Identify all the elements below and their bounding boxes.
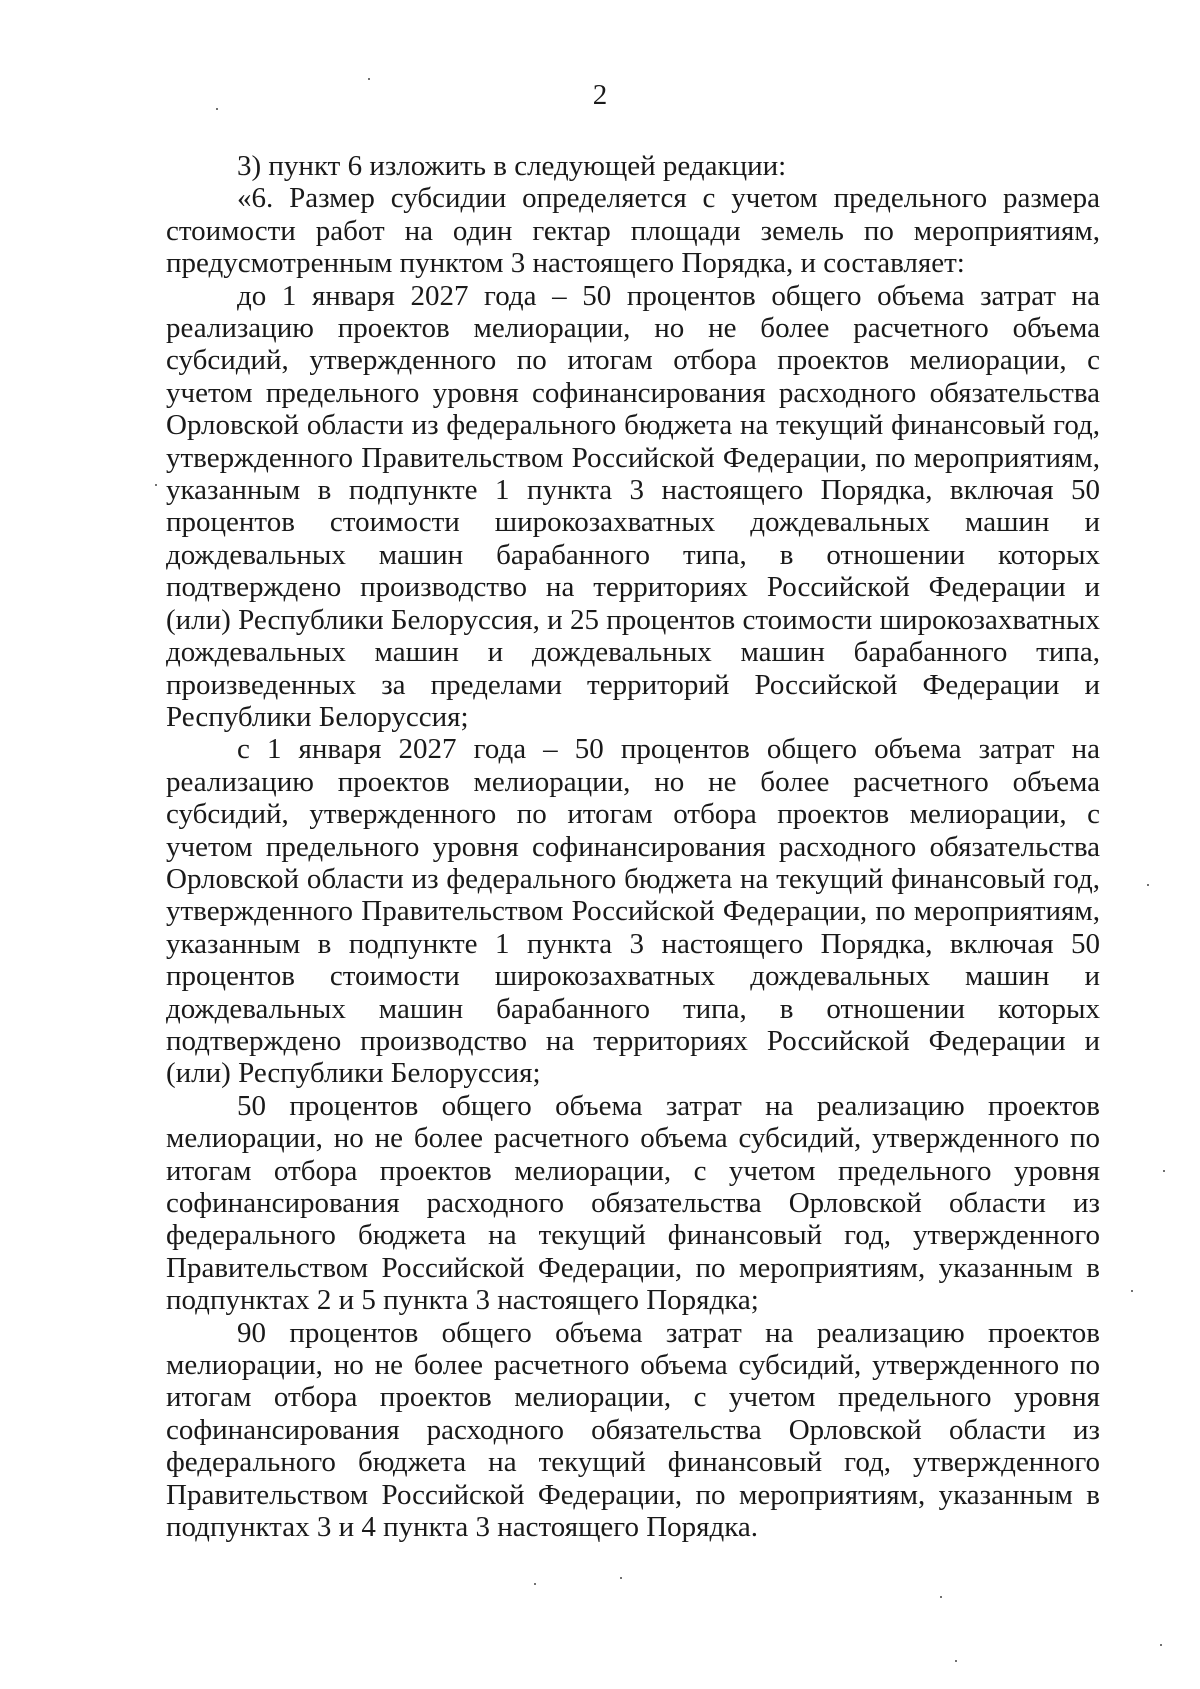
scan-speck [620, 1577, 622, 1579]
clause-6-paragraph: «6. Размер субсидии определяется с учетом предельного размера стоимости работ на один гектар площади земель по мероприятиям, предусмотренным пунктом 3 настоящего Порядка, и составляет: [166, 182, 1100, 280]
page-number: 2 [592, 79, 608, 111]
scan-speck [534, 1583, 536, 1585]
scan-speck [368, 78, 370, 80]
scan-speck [955, 1660, 957, 1662]
amendment-intro-paragraph: 3) пункт 6 изложить в следующей редакции: [237, 150, 787, 182]
scan-speck [216, 108, 218, 110]
scan-speck [1163, 1170, 1165, 1172]
scan-speck [940, 1596, 942, 1598]
from-2027-paragraph: с 1 января 2027 года – 50 процентов общего объема затрат на реализацию проектов мелиорации, но не более расчетного объема субсидий, утвержденного по итогам отбора проектов мелиорации, с учетом предельного уровня софинансирования расходного обязательства Орловской области из федерального бюджета на текущий финансовый год, утвержденного Правительством Российской Федерации, по мероприятиям, указанным в подпункте 1 пункта 3 настоящего Порядка, включая 50 процентов стоимости широкозахватных дождевальных машин и дождевальных машин барабанного типа, в отношении которых подтверждено производство на территориях Российской Федерации и (или) Республики Белоруссия; [166, 733, 1100, 1090]
document-body [166, 150, 1100, 1543]
scan-speck [155, 484, 157, 486]
before-2027-paragraph: до 1 января 2027 года – 50 процентов общего объема затрат на реализацию проектов мелиорации, но не более расчетного объема субсидий, утвержденного по итогам отбора проектов мелиорации, с учетом предельного уровня софинансирования расходного обязательства Орловской области из федерального бюджета на текущий финансовый год, утвержденного Правительством Российской Федерации, по мероприятиям, указанным в подпункте 1 пункта 3 настоящего Порядка, включая 50 процентов стоимости широкозахватных дождевальных машин и дождевальных машин барабанного типа, в отношении которых подтверждено производство на территориях Российской Федерации и (или) Республики Белоруссия, и 25 процентов стоимости широкозахватных дождевальных машин и дождевальных машин барабанного типа, произведенных за пределами территорий Российской Федерации и Республики Белоруссия; [166, 279, 1100, 733]
scan-speck [1160, 1644, 1162, 1646]
fifty-percent-paragraph: 50 процентов общего объема затрат на реализацию проектов мелиорации, но не более расчетного объема субсидий, утвержденного по итогам отбора проектов мелиорации, с учетом предельного уровня софинансирования расходного обязательства Орловской области из федерального бюджета на текущий финансовый год, утвержденного Правительством Российской Федерации, по мероприятиям, указанным в подпунктах 2 и 5 пункта 3 настоящего Порядка; [166, 1089, 1100, 1317]
scan-speck [1147, 884, 1149, 886]
scan-speck [1131, 1290, 1133, 1292]
ninety-percent-paragraph: 90 процентов общего объема затрат на реализацию проектов мелиорации, но не более расчетного объема субсидий, утвержденного по итогам отбора проектов мелиорации, с учетом предельного уровня софинансирования расходного обязательства Орловской области из федерального бюджета на текущий финансовый год, утвержденного Правительством Российской Федерации, по мероприятиям, указанным в подпунктах 3 и 4 пункта 3 настоящего Порядка. [166, 1316, 1100, 1544]
